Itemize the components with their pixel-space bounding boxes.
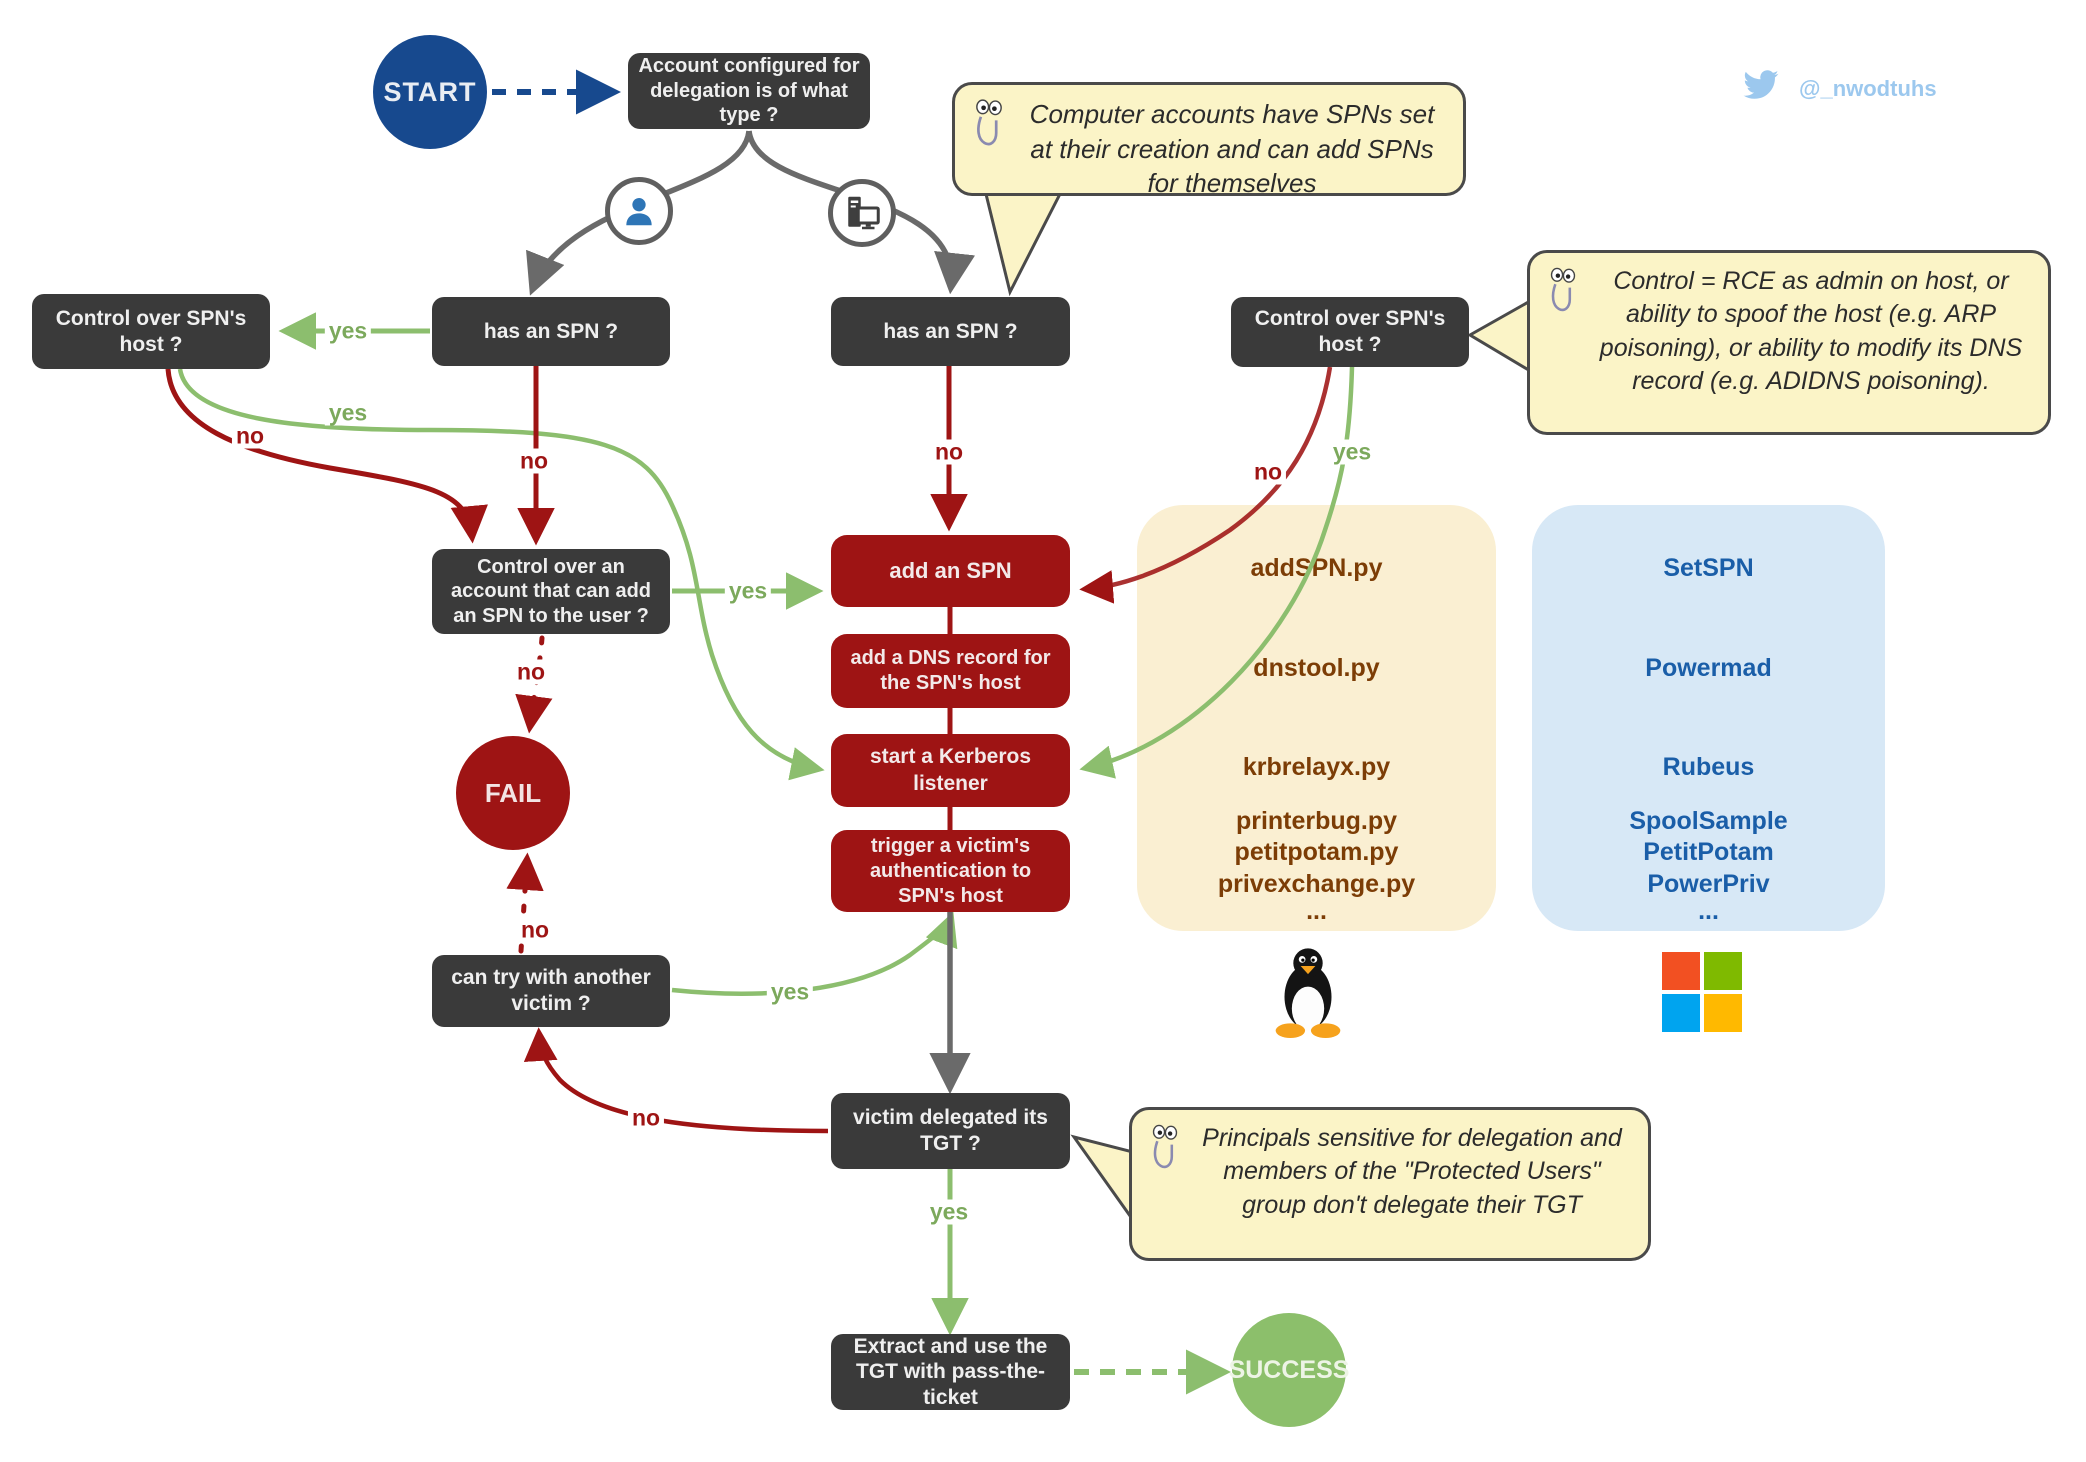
fail-node <box>456 736 570 850</box>
ms-square-blue <box>1662 994 1700 1032</box>
clippy-icon <box>971 97 1007 151</box>
node-has-spn-user: has an SPN ? <box>432 297 670 366</box>
tool-item: privexchange.py <box>1217 870 1416 898</box>
node-add-spn: add an SPN <box>831 535 1070 607</box>
tool-item: PetitPotam <box>1643 838 1774 866</box>
note-protected-users <box>1129 1107 1651 1261</box>
tool-item: PowerPriv <box>1647 870 1770 898</box>
node-extract-tgt: Extract and use the TGT with pass-the-ticket <box>831 1334 1070 1410</box>
tool-item: ... <box>1698 897 1719 925</box>
fail-label: FAIL <box>484 777 542 808</box>
node-can-try-another-victim: can try with another victim ? <box>432 955 670 1027</box>
computer-icon <box>842 193 882 233</box>
tool-item: addSPN.py <box>1250 554 1383 582</box>
node-control-account-add-spn: Control over an account that can add an SPN to the user ? <box>432 549 670 634</box>
start-label: START <box>383 76 477 107</box>
edge-label-no: no <box>628 1106 664 1131</box>
edge-label-no: no <box>232 424 268 449</box>
edge-label-no: no <box>517 918 553 943</box>
edge-label-yes: yes <box>325 401 371 426</box>
person-icon <box>620 192 658 230</box>
ms-square-yellow <box>1704 994 1742 1032</box>
note-control-definition <box>1527 250 2051 435</box>
edge-label-no: no <box>931 440 967 465</box>
edge-label-yes: yes <box>1329 440 1375 465</box>
clippy-icon <box>1546 265 1580 317</box>
node-control-spn-host-left: Control over SPN's host ? <box>32 294 270 369</box>
microsoft-logo <box>1662 952 1742 1032</box>
edge-label-no: no <box>513 660 549 685</box>
node-kerberos-listener: start a Kerberos listener <box>831 734 1070 807</box>
node-add-dns-record: add a DNS record for the SPN's host <box>831 634 1070 708</box>
tool-item: krbrelayx.py <box>1242 753 1391 781</box>
note-text: Control = RCE as admin on host, or ability to spoof the host (e.g. ARP poisoning), or ability to modify its DNS record (e.g. ADIDNS poisoning). <box>1599 267 2023 395</box>
tux-linux-icon <box>1263 944 1353 1043</box>
edge-label-yes: yes <box>767 980 813 1005</box>
ms-square-green <box>1704 952 1742 990</box>
node-has-spn-computer: has an SPN ? <box>831 297 1070 366</box>
success-label: SUCCESS <box>1228 1355 1350 1384</box>
tool-item: petitpotam.py <box>1234 838 1399 866</box>
tool-item: SetSPN <box>1663 554 1754 582</box>
edge-label-yes: yes <box>926 1200 972 1225</box>
edge-label-yes: yes <box>325 319 371 344</box>
note-computer-accounts <box>952 82 1466 199</box>
tool-item: dnstool.py <box>1253 654 1380 682</box>
tool-item: SpoolSample <box>1629 807 1788 835</box>
note-text: Principals sensitive for delegation and members of the "Protected Users" group don't delegate their TGT <box>1202 1124 1622 1219</box>
node-trigger-authentication: trigger a victim's authentication to SPN's host <box>831 830 1070 912</box>
clippy-icon <box>1148 1122 1182 1174</box>
tool-item: ... <box>1306 897 1327 925</box>
twitter-icon <box>1740 66 1782 109</box>
ms-square-red <box>1662 952 1700 990</box>
success-node <box>1228 1313 1350 1427</box>
tool-item: Powermad <box>1645 654 1772 682</box>
note-text: Computer accounts have SPNs set at their creation and can add SPNs for themselves <box>1029 99 1435 199</box>
node-control-spn-host-right: Control over SPN's host ? <box>1231 297 1469 367</box>
edge-label-no: no <box>516 449 552 474</box>
tool-item: Rubeus <box>1662 753 1755 781</box>
edge-label-yes: yes <box>725 579 771 604</box>
edge-label-no: no <box>1250 460 1286 485</box>
computer-account-icon <box>828 179 896 247</box>
twitter-handle: @_nwodtuhs <box>1799 76 1937 101</box>
node-account-type: Account configured for delegation is of what type ? <box>628 53 870 129</box>
tool-item: printerbug.py <box>1235 807 1398 835</box>
user-account-icon <box>605 177 673 245</box>
node-victim-delegated-tgt: victim delegated its TGT ? <box>831 1093 1070 1169</box>
start-node <box>373 35 487 149</box>
